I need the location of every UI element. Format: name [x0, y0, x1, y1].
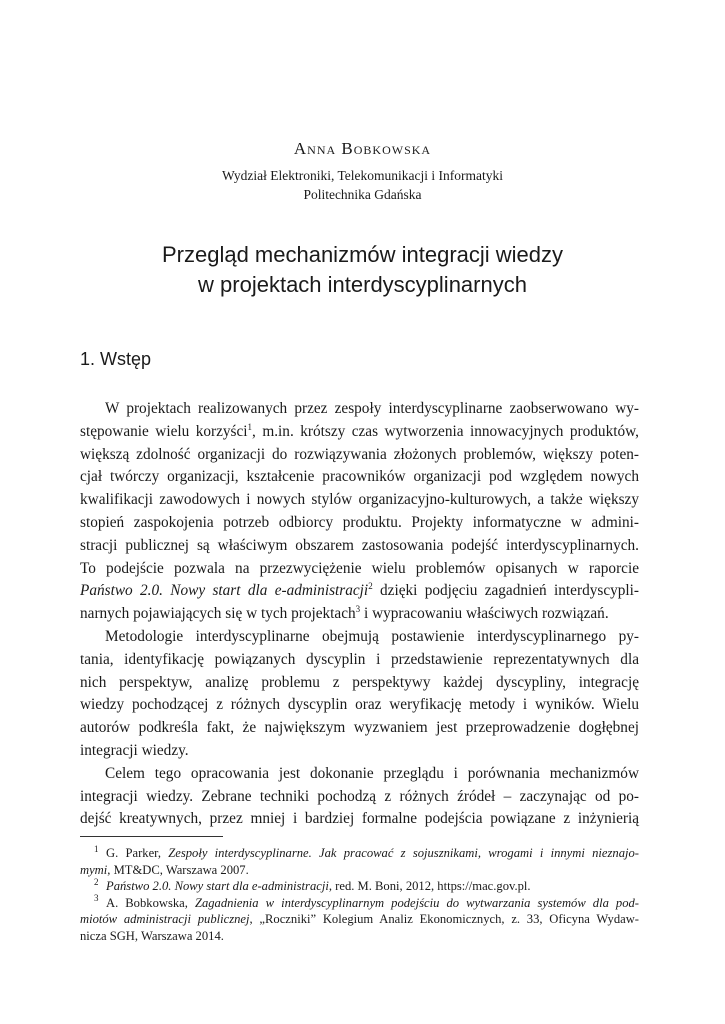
text-span: A. Bobkowska, — [106, 895, 195, 910]
text-line: wiedzy pochodzącej z różnych dyscyplin oraz weryfikację metody i wyników. Wielu — [80, 696, 639, 714]
text-span: stępowanie wielu korzyści — [80, 422, 248, 440]
cited-title: Państwo 2.0. Nowy start dla e-administracji — [106, 879, 329, 893]
text-span: i wypracowaniu właściwych rozwiązań. — [360, 605, 609, 623]
affiliation — [0, 166, 725, 204]
text-line: cjał twórczy organizacji, kształcenie pracowników organizacji pod względem nowych — [80, 468, 639, 486]
footnote-ref-2: 2 — [368, 581, 373, 592]
affiliation-university: Politechnika Gdańska — [303, 187, 422, 202]
footnote-separator — [80, 836, 223, 837]
text-span: , red. M. Boni, 2012, https://mac.gov.pl. — [328, 879, 531, 893]
text-line — [80, 580, 639, 603]
text-line: nich perspektyw, analizę problemu z perspektywy każdej dyscypliny, integrację — [80, 673, 639, 691]
footnote-2-line: 2 Państwo 2.0. Nowy start dla e-administracji, red. M. Boni, 2012, https://mac.gov.pl. — [94, 876, 531, 893]
text-line: kwalifikacji zawodowych i nowych stylów organizacyjno-kulturowych, a także większy — [80, 491, 639, 509]
text-line — [80, 603, 639, 626]
cited-title: mymi — [80, 862, 108, 877]
text-line: stopień zaspokojenia potrzeb odbiorcy produktu. Projekty informatyczne w admini- — [80, 513, 639, 531]
footnote-3-line: 3 A. Bobkowska, Zagadnienia w interdyscyplinarnym podejściu do wytwarzania systemów dla pod- — [94, 893, 639, 910]
text-span: dzięki podjęciu zagadnień interdyscypli- — [372, 582, 639, 600]
affiliation-faculty: Wydział Elektroniki, Telekomunikacji i Informatyki — [221, 168, 504, 183]
text-line: tania, identyfikację powiązanych dyscyplin i przedstawienie reprezentatywnych dla — [80, 650, 639, 668]
author-name: Anna Bobkowska — [293, 139, 432, 158]
footnote-1-line — [80, 862, 639, 879]
footnote-3-line — [80, 911, 639, 928]
text-line: integracji wiedzy. Zebrane techniki pochodzą z różnych źródeł – zaczynając od po- — [80, 787, 639, 805]
title-line-2: w projektach interdyscyplinarnych — [198, 272, 527, 297]
section-heading: 1. Wstęp — [80, 349, 152, 369]
text-line: Celem tego opracowania jest dokonanie przeglądu i porównania mechanizmów — [105, 764, 639, 782]
report-title: Państwo 2.0. Nowy start dla e-administracji — [80, 582, 369, 600]
text-span: G. Parker, — [106, 846, 169, 860]
cited-title: Zagadnienia w interdyscyplinarnym podejściu do wytwarzania systemów dla pod- — [194, 895, 639, 910]
text-line: Metodologie interdyscyplinarne obejmują postawienie interdyscyplinarnego py- — [105, 627, 639, 645]
text-line: większą zdolność organizacji do rozwiązywania złożonych problemów, większy poten- — [80, 445, 639, 463]
text-line — [80, 421, 639, 444]
text-line: autorów podkreśla fakt, że największym wyzwaniem jest przeprowadzenie dogłębnej — [80, 719, 639, 737]
text-span: narnych pojawiających się w tych projektach — [80, 605, 356, 623]
paragraph-3 — [80, 763, 639, 831]
footnote-ref-1: 1 — [247, 421, 253, 432]
title-line-1: Przegląd mechanizmów integracji wiedzy — [161, 242, 564, 267]
text-span: , m.in. krótszy czas wytworzenia innowacyjnych produktów, — [252, 422, 639, 440]
footnote-3-line: nicza SGH, Warszawa 2014. — [80, 928, 224, 943]
cited-title: miotów administracji publicznej — [80, 912, 250, 926]
text-span: , „Roczniki” Kolegium Analiz Ekonomicznych, z. 33, Oficyna Wydaw- — [249, 912, 639, 926]
body-text — [80, 398, 639, 831]
text-line: dejść kreatywnych, przez mniej i bardziej formalne podejścia powiązane z inżynierią — [80, 810, 639, 828]
footnotes — [80, 845, 639, 944]
text-line: To podejście pozwala na przezwyciężenie wielu problemów opisanych w raporcie — [80, 559, 639, 577]
text-line: W projektach realizowanych przez zespoły interdyscyplinarne zaobserwowano wy- — [105, 400, 639, 417]
paragraph-1 — [80, 398, 639, 626]
text-line: integracji wiedzy. — [80, 741, 189, 759]
footnote-1-line: 1 G. Parker, Zespoły interdyscyplinarne. Jak pracować z sojusznikami, wrogami i innymi nieznajo- — [94, 843, 639, 860]
cited-title: Zespoły interdyscyplinarne. Jak pracować z sojusznikami, wrogami i innymi nieznajo- — [168, 846, 639, 860]
text-span: , MT&DC, Warszawa 2007. — [107, 862, 249, 877]
text-line: stracji publicznej są właściwym obszarem zastosowania podejść interdyscyplinarnych. — [80, 536, 639, 554]
paragraph-2 — [80, 626, 639, 763]
paper-title — [0, 240, 725, 300]
footnote-ref-3: 3 — [355, 604, 361, 615]
